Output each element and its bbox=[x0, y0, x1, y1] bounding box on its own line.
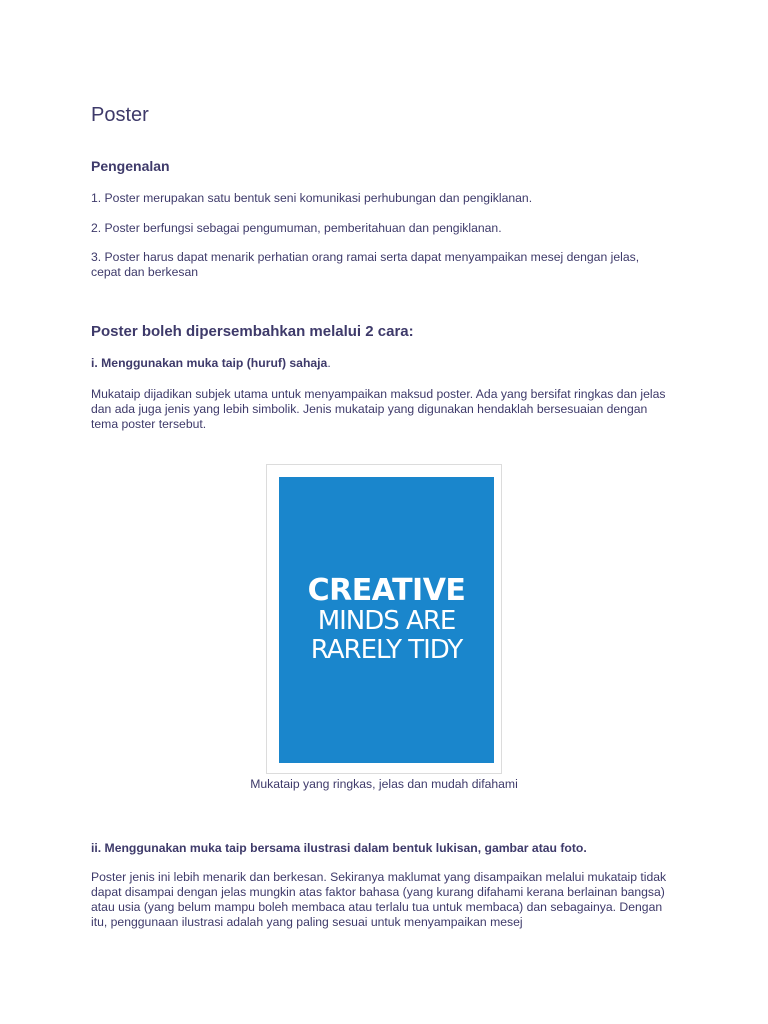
typeface-only-body: Mukataip dijadikan subjek utama untuk menyampaikan maksud poster. Ada yang bersifat ringkas dan jelas dan ada juga jenis yang lebih simbolik. Jenis mukataip yang digunakan hendaklah bersesuaian dengan tema poster tersebut. bbox=[91, 387, 666, 431]
intro-item-1: 1. Poster merupakan satu bentuk seni komunikasi perhubungan dan pengiklanan. bbox=[91, 191, 533, 205]
subheading-typeface-only bbox=[91, 356, 331, 370]
poster-line-3: RARELY TIDY bbox=[310, 635, 463, 665]
page-title: Poster bbox=[91, 104, 149, 126]
typeface-illustration-body: Poster jenis ini lebih menarik dan berkesan. Sekiranya maklumat yang disampaikan melalui mukataip tidak dapat disampai dengan jelas mungkin atas faktor bahasa (yang kurang difahami kerana berlainan bangsa) atau usia (yang belum mampu boleh membaca atau terlalu tua untuk membaca) dan sebagainya. Dengan itu, penggunaan ilustrasi adalah yang paling sesuai untuk menyampaikan mesej bbox=[91, 870, 667, 929]
poster-line-2: MINDS ARE bbox=[317, 606, 456, 636]
section-heading-ways: Poster boleh dipersembahkan melalui 2 cara: bbox=[91, 323, 414, 340]
subheading-suffix: . bbox=[327, 356, 331, 370]
subheading-typeface-only-text: i. Menggunakan muka taip (huruf) sahaja bbox=[91, 356, 328, 370]
intro-item-3: 3. Poster harus dapat menarik perhatian orang ramai serta dapat menyampaikan mesej dengan jelas, cepat dan berkesan bbox=[91, 250, 640, 279]
poster-image bbox=[279, 477, 494, 763]
subheading-typeface-illustration: ii. Menggunakan muka taip bersama ilustrasi dalam bentuk lukisan, gambar atau foto. bbox=[91, 841, 587, 855]
image-caption: Mukataip yang ringkas, jelas dan mudah difahami bbox=[250, 777, 518, 791]
poster-line-1: CREATIVE bbox=[307, 573, 466, 608]
section-heading-pengenalan: Pengenalan bbox=[91, 158, 170, 174]
intro-item-2: 2. Poster berfungsi sebagai pengumuman, pemberitahuan dan pengiklanan. bbox=[91, 221, 502, 235]
poster-image-frame bbox=[266, 464, 502, 774]
